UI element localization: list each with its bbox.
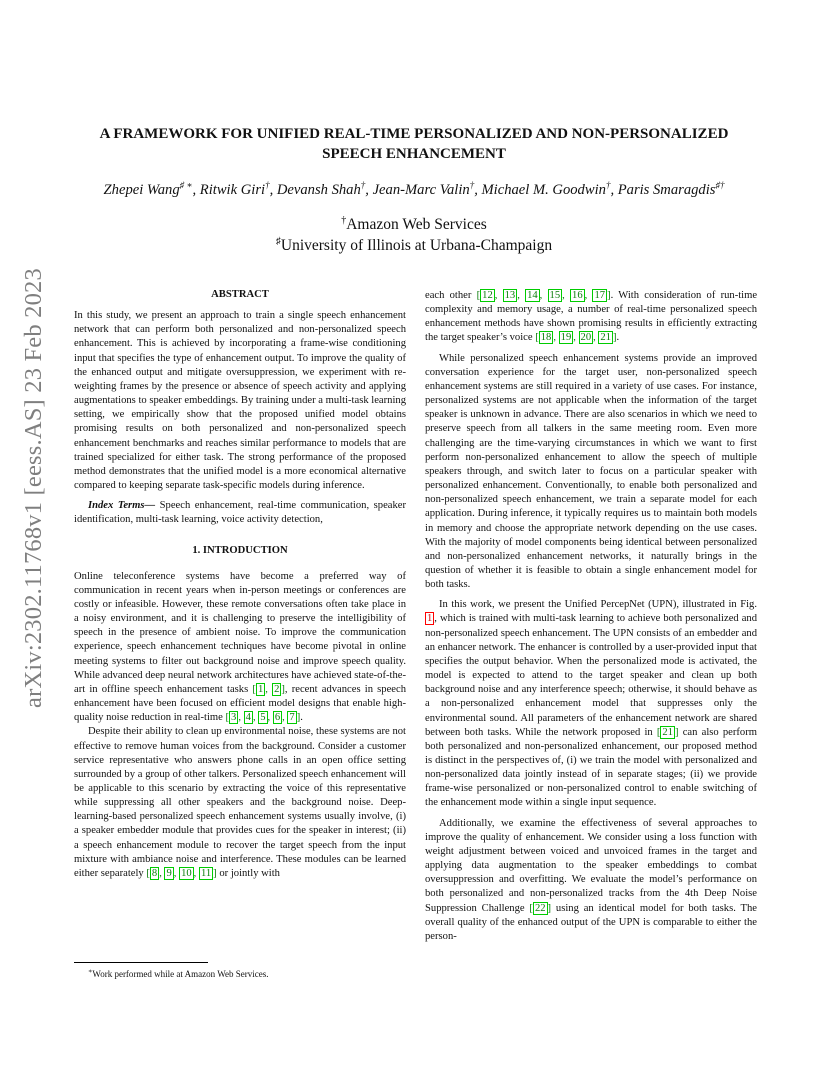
arxiv-identifier — [6, 268, 62, 708]
abstract-heading: ABSTRACT — [211, 289, 269, 300]
author: Devansh Shah†, — [276, 180, 373, 198]
citation-link[interactable]: 21 — [662, 726, 674, 738]
citation-link[interactable]: 17 — [594, 290, 606, 301]
author: Michael M. Goodwin†, — [481, 180, 618, 198]
citation-link[interactable]: 12 — [482, 290, 493, 301]
citation-link[interactable]: 18 — [540, 332, 552, 344]
right-paragraph-3: In this work, we present the Unified PercepNet (UPN), illustrated in Fig. 1 , which is trained with multi-task learning to achieve both personalized and non-personalized speech enhancement. The UPN consists of an embedder and an enhancer network. The enhancer is controlled by a user-provided input that specifies the output behavior. When the personalized mode is activated, the model is expected to attend to the target speaker and clean up both background noise and any interference speech; otherwise, it should behave as a non-personalized enhancement model that suppresses only the environmental sound. All parameters of the enhancement network are shared between both tasks. While the network proposed in [ 21 ] can also perform both personalized and non-personalized enhancement, our proposed method is distinct in the perspectives of, (i) we train the model with personalized and non-personalized data jointly instead of in separate stages; (ii) we provide frame-wise personalized or non-personalized control to enable switching of the enhancement mode within a single input sequence. — [425, 599, 757, 809]
title-line-2: SPEECH ENHANCEMENT — [322, 146, 506, 162]
intro-paragraph-1: Online teleconference systems have become a preferred way of communication in recent years when in-person meetings or conferences are costly or infeasible. However, these remote conversations often take place in a noisy environment, and it is challenging to preserve the intelligibility of speech in the presence of ambient noise. To improve the communication experience, speech enhancement techniques have become pivotal in online meeting systems to filter out background noise and improve speech quality. While advanced deep neural network architectures have achieved state-of-the-art in offline speech enhancement tasks [ 1 , 2 ], recent advances in speech enhancement have been focused on efficient model designs that enable high-quality noise reduction in real-time [ 3 , 4 , 5 , 6 , 7 ]. — [74, 570, 406, 724]
citation-link[interactable]: 22 — [534, 902, 546, 914]
left-column — [74, 288, 406, 881]
citation-link[interactable]: 7 — [289, 712, 295, 724]
citation-link[interactable]: 11 — [200, 867, 212, 879]
right-paragraph-2: While personalized speech enhancement systems provide an improved conversation experience for the target user, non-personalized speech enhancement systems are still required in a variety of use cases. For instance, personalized systems are not applicable when the information of the target speaker is unknown in advance. There are also scenarios in which we need to preserve speech from all talkers in the same meeting room. Even more challenging are the time-varying circumstances in which we want to first perform non-personalized enhancement to allow the speech of multiple speakers through, and switch later to focus on a particular speaker with personalized enhancement. Conventionally, to enable both personalized and non-personalized speech enhancement, we train a separate model for each application. During inference, it typically requires us to maintain both models in memory and choose the appropriate network depending on the use cases. With the majority of model components being identical between personalized and non-personalized enhancement networks, it naturally brings in the question of whether it is feasible to obtain a single enhancement model for both tasks. — [425, 352, 757, 591]
intro-heading: 1. INTRODUCTION — [192, 544, 288, 556]
citation-link[interactable]: 21 — [600, 332, 612, 344]
citation-link[interactable]: 19 — [560, 332, 572, 344]
citation-link[interactable]: 13 — [504, 290, 516, 301]
right-paragraph-4: Additionally, we examine the effectiveness of several approaches to improve the quality of enhancement. We consider using a loss function with weight adjustment between voiced and unvoiced frames in the target and applying data augmentation to the speaker embeddings to combat oversuppression and overfitting. We evaluate the model’s performance on both personalized and non-personalized tracks from the 4th Deep Noise Suppression Challenge [ 22 ] using an identical model for both tasks. The overall quality of the enhanced output of the UPN is comparable to either the person- — [425, 817, 757, 942]
intro-paragraph-2: Despite their ability to clean up environmental noise, these systems are not effective to remove human voices from the background. Consider a customer service representative who answers phone calls in an open office setting surrounded by a group of other talkers. Personalized speech enhancement will be applicable to this scenario by extracting the voice of this representative while suppressing all other speakers and the background noise. Deep-learning-based personalized speech enhancement systems usually involve, (i) a speaker embedder module that provides cues for the speaker in interest; (ii) a speech enhancement module to recover the target speech from the input mixture with ambiance noise and interference. These modules can be learned either separately [ 8 , 9 , 10 , 11 ] or jointly with — [74, 726, 406, 879]
right-column — [425, 289, 757, 944]
author: Zhepei Wang♯ ∗, — [103, 180, 200, 198]
figure-link[interactable]: 1 — [427, 613, 433, 625]
arxiv-identifier-text: arXiv:2302.11768v1 [eess.AS] 23 Feb 2023 — [20, 268, 48, 708]
affiliation-uiuc: ♯University of Illinois at Urbana-Champaign — [275, 236, 553, 255]
author: Paris Smaragdis♯† — [617, 180, 725, 198]
right-paragraph-1: each other [ 12 , 13 , 14 , 15 , 16 , 17 ]. With consideration of run-time complexity and memory usage, a number of real-time personalized speech enhancement methods have shown promising results in efficiently extracting the target speaker’s voice [ 18 , 19 , 20 , 21 ]. — [425, 290, 758, 344]
citation-link[interactable]: 6 — [274, 712, 281, 724]
footnote-rule — [74, 962, 208, 963]
citation-link[interactable]: 8 — [151, 867, 158, 879]
citation-link[interactable]: 3 — [231, 712, 237, 724]
author-list — [40, 180, 788, 199]
abstract-text: In this study, we present an approach to train a single speech enhancement network that can perform both personalized and non-personalized speech enhancement. This is achieved by incorporating a frame-wise conditioning input that specifies the type of enhancement output. To improve the quality of the enhanced output and mitigate oversuppression, we experiment with re-weighting frames by the presence or absence of speech activity and applying augmentations to speaker embeddings. By training under a multi-task learning setting, we empirically show that the proposed unified model obtains promising results on both personalized and non-personalized speech enhancement benchmarks and reaches similar performance to models that are trained specialized for either task. The strong performance of the proposed method demonstrates that the unified model is a more economical alternative compared to keeping separate task-specific models during inference. — [74, 310, 406, 492]
title-line-1: A FRAMEWORK FOR UNIFIED REAL-TIME PERSONALIZED AND NON-PERSONALIZED — [99, 126, 729, 142]
citation-link[interactable]: 4 — [245, 712, 251, 724]
footnote: ∗Work performed while at Amazon Web Services. — [88, 968, 269, 979]
affiliation-amazon: †Amazon Web Services — [341, 215, 487, 234]
citation-link[interactable]: 20 — [580, 332, 592, 344]
citation-link[interactable]: 10 — [181, 867, 192, 879]
citation-link[interactable]: 2 — [274, 683, 280, 695]
citation-link[interactable]: 16 — [572, 290, 583, 301]
index-terms-label: Index Terms— — [88, 500, 156, 512]
citation-link[interactable]: 14 — [527, 290, 538, 301]
citation-link[interactable]: 1 — [257, 683, 264, 695]
author: Ritwik Giri†, — [199, 180, 277, 198]
index-terms: Index Terms— Speech enhancement, real-time communication, speaker identification, multi-task learning, voice activity detection, — [74, 500, 406, 526]
citation-link[interactable]: 9 — [166, 867, 172, 879]
citation-link[interactable]: 15 — [549, 290, 561, 301]
paper-title — [60, 124, 768, 164]
citation-link[interactable]: 5 — [260, 712, 266, 724]
author: Jean-Marc Valin†, — [372, 180, 482, 198]
